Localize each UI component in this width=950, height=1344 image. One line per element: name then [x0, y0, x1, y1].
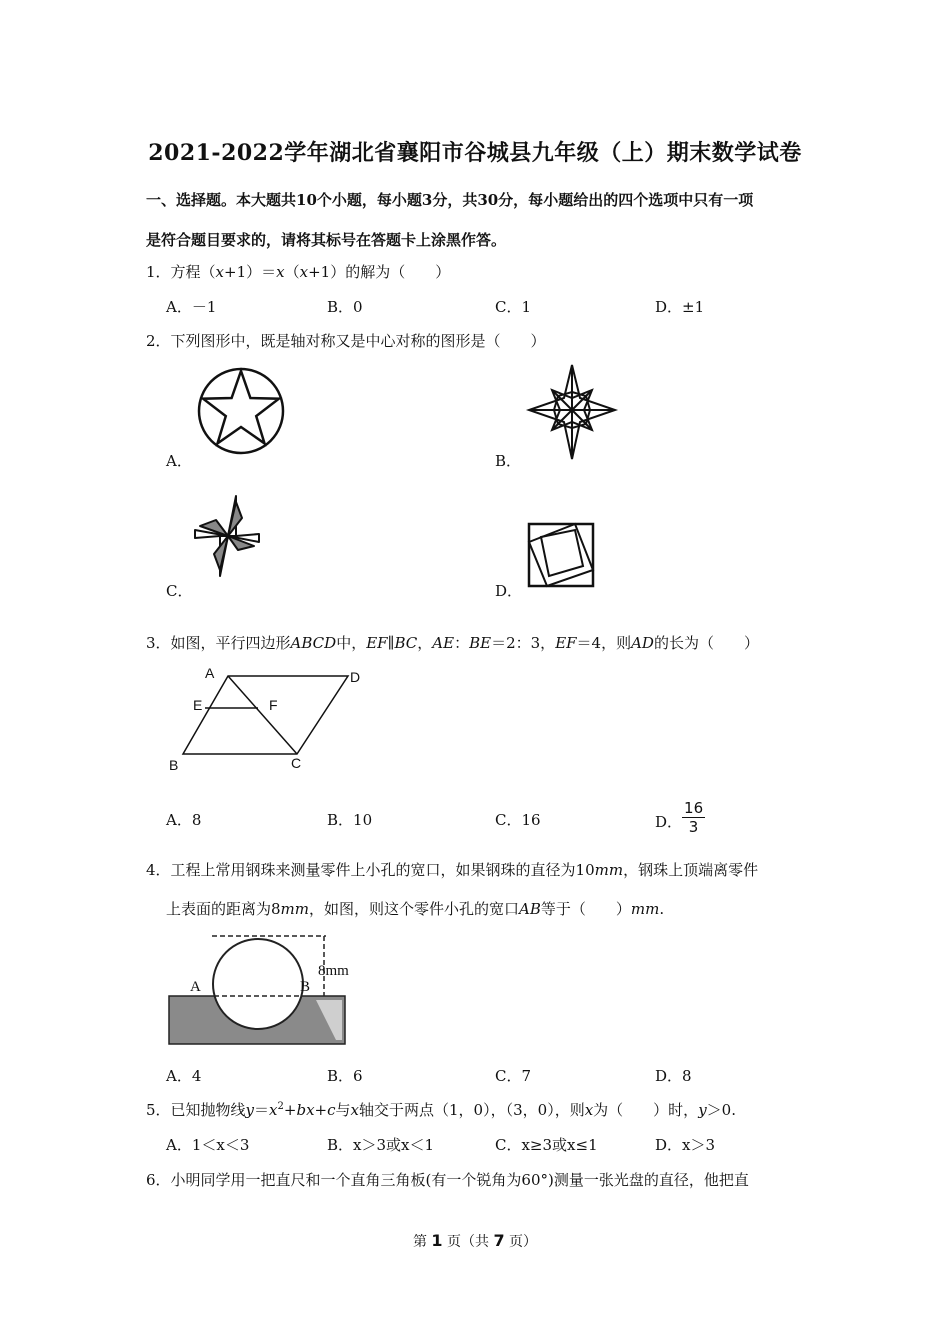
q4-option-a: A．4 [166, 1067, 202, 1085]
fig3-label-d: D [350, 669, 361, 685]
steel-ball-figure [166, 928, 366, 1048]
q1-option-c: C．1 [495, 298, 532, 316]
q5-option-b: B．x＞3或x＜1 [327, 1136, 435, 1154]
page-title: 2021-2022学年湖北省襄阳市谷城县九年级（上）期末数学试卷 [148, 140, 802, 166]
q5-option-a: A．1＜x＜3 [166, 1136, 250, 1154]
fig3-label-b: B [169, 757, 179, 773]
q2-label-b: B． [495, 452, 522, 470]
fraction-16-3: $\frac{16}{3}$ [684, 799, 704, 836]
fig4-dimension-label: 8mm [318, 963, 349, 979]
q1-option-b: B．0 [327, 298, 363, 316]
star-in-circle-figure [196, 365, 286, 455]
q5-option-c: C．x≥3或x≤1 [495, 1136, 598, 1154]
question-4-line2: 上表面的距离为8mm，如图，则这个零件小孔的宽口AB等于（ ）mm. [166, 900, 665, 918]
compass-star-figure [524, 362, 620, 462]
page-footer: 第 1 页（共 7 页） [412, 1231, 538, 1250]
question-3: 3．如图，平行四边形ABCD中，EF∥BC，AE：BE＝2：3，EF＝4，则AD的长为（ ） [146, 634, 759, 652]
q4-option-b: B．6 [327, 1067, 363, 1085]
q3-option-a: A．8 [166, 811, 202, 829]
q1-option-a: A．－1 [166, 298, 217, 316]
page-total: 7 [493, 1231, 505, 1250]
question-1: 1．方程（x+1）＝x（x+1）的解为（ ） [146, 263, 451, 281]
question-5: 5．已知抛物线$y=x^2+bx+c$与x轴交于两点（1，0），（3，0），则x为（ ）时，y＞0. [146, 1101, 736, 1119]
question-4-line1: 4．工程上常用钢珠来测量零件上小孔的宽口，如果钢珠的直径为10mm，钢珠上顶端离零件 [146, 861, 759, 879]
fig3-label-c: C [291, 755, 302, 771]
pinwheel-figure [192, 494, 262, 578]
page-number: 1 [431, 1231, 443, 1250]
parallelogram-figure [165, 664, 375, 776]
q3-option-c: C．16 [495, 811, 541, 829]
q5-option-d: D．x＞3 [655, 1136, 716, 1154]
q1-option-d: D．±1 [655, 298, 705, 316]
fig4-label-b: B [300, 979, 311, 995]
nested-squares-figure [527, 522, 595, 588]
q2-label-d: D． [495, 582, 523, 600]
fig3-label-e: E [193, 697, 203, 713]
q4-option-c: C．7 [495, 1067, 532, 1085]
q2-label-a: A． [166, 452, 192, 470]
section-heading-line1: 一、选择题。本大题共10个小题，每小题3分，共30分，每小题给出的四个选项中只有一项 [146, 191, 754, 209]
question-6: 6．小明同学用一把直尺和一个直角三角板(有一个锐角为60°)测量一张光盘的直径，他把直 [146, 1171, 749, 1189]
section-heading-line2: 是符合题目要求的，请将其标号在答题卡上涂黑作答。 [146, 231, 507, 249]
q2-label-c: C． [166, 582, 193, 600]
q4-option-d: D．8 [655, 1067, 692, 1085]
question-2: 2．下列图形中，既是轴对称又是中心对称的图形是（ ） [146, 332, 546, 350]
fig3-label-f: F [269, 697, 278, 713]
q3-option-d: D． $\frac{16}{3}$ [655, 799, 704, 836]
fig3-label-a: A [205, 665, 215, 681]
q3-option-b: B．10 [327, 811, 373, 829]
fig4-label-a: A [190, 979, 201, 995]
